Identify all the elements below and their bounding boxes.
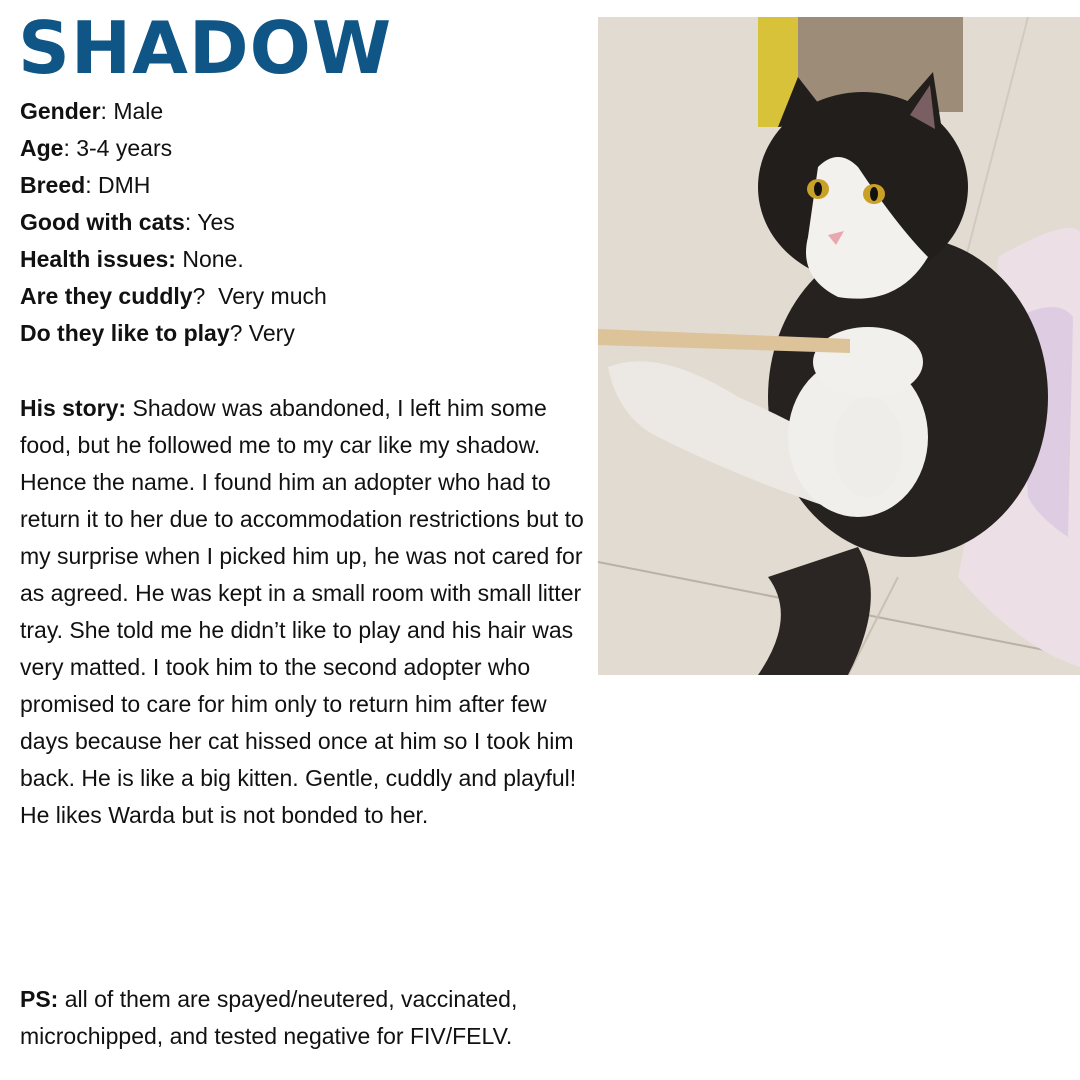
fact-separator: :: [63, 135, 77, 161]
ps-text: all of them are spayed/neutered, vaccinated, microchipped, and tested negative for FIV/FELV.: [20, 986, 518, 1049]
story-paragraph: [20, 390, 592, 834]
story-text: Shadow was abandoned, I left him some food, but he followed me to my car like my shadow. Hence the name. I found him an adopter who had to return it to her due to accommodation restrictions but to my surprise when I picked him up, he was not cared for as agreed. He was kept in a small room with small litter tray. She told me he didn’t like to play and his hair was very matted. I took him to the second adopter who promised to care for him only to return him after few days because her cat hissed once at him so I took him back. He is like a big kitten. Gentle, cuddly and playful! He likes Warda but is not bonded to her.: [20, 395, 584, 828]
cat-photo: [598, 17, 1080, 675]
fact-gender: [20, 93, 590, 130]
fact-separator: ?: [229, 320, 249, 346]
fact-health-issues: [20, 241, 590, 278]
fact-likes-play: [20, 315, 590, 352]
fact-separator: :: [85, 172, 98, 198]
cat-facts-list: [20, 93, 590, 352]
fact-value: Very much: [218, 283, 327, 309]
fact-label: Gender: [20, 98, 101, 124]
fact-label: Age: [20, 135, 64, 161]
fact-value: 3-4 years: [76, 135, 173, 161]
fact-label: Do they like to play: [20, 320, 230, 346]
fact-separator: ?: [192, 283, 219, 309]
fact-value: Male: [113, 98, 164, 124]
fact-good-with-cats: [20, 204, 590, 241]
ps-label: PS:: [20, 986, 59, 1012]
fact-age: [20, 130, 590, 167]
fact-value: None.: [182, 246, 244, 272]
fact-value: Very: [248, 320, 295, 346]
fact-label: Breed: [20, 172, 86, 198]
fact-label: Are they cuddly: [20, 283, 193, 309]
page-title: SHADOW: [18, 6, 393, 90]
ps-paragraph: [20, 981, 592, 1055]
fact-separator: :: [184, 209, 198, 235]
story-label: His story:: [20, 395, 127, 421]
fact-value: Yes: [197, 209, 235, 235]
cat-illustration: [598, 17, 1080, 675]
fact-label: Health issues:: [20, 246, 176, 272]
fact-breed: [20, 167, 590, 204]
fact-cuddly: [20, 278, 590, 315]
fact-value: DMH: [97, 172, 151, 198]
fact-label: Good with cats: [20, 209, 185, 235]
fact-separator: :: [100, 98, 114, 124]
